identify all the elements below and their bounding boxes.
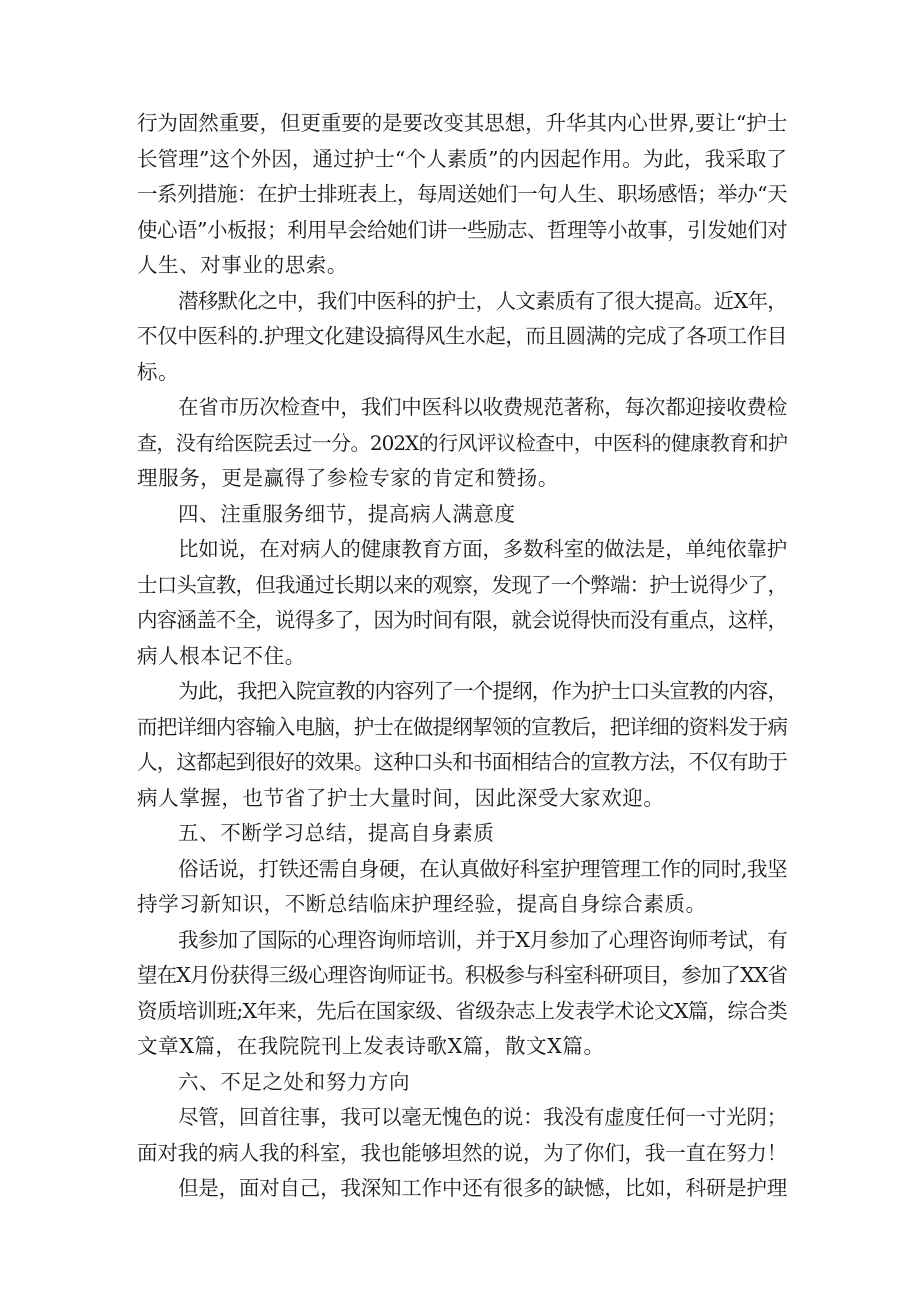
text-line: 面对我的病人我的科室，我也能够坦然的说，为了你们，我一直在努力！	[137, 1140, 787, 1165]
text-line: 而把详细内容输入电脑，护士在做提纲挈领的宣教后，把详细的资料发于病	[137, 714, 787, 739]
text-line: 文章X篇，在我院院刊上发表诗歌X篇，散文X篇。	[137, 1034, 605, 1058]
text-line: 不仅中医科的.护理文化建设搞得风生水起，而且圆满的完成了各项工作目	[137, 324, 787, 348]
text-line: 持学习新知识，不断总结临床护理经验，提高自身综合素质。	[137, 892, 707, 916]
text-line: 使心语”小板报；利用早会给她们讲一些励志、哲理等小故事，引发她们对	[137, 217, 787, 242]
text-line: 行为固然重要，但更重要的是要改变其思想，升华其内心世界,要让“护士	[137, 111, 787, 135]
text-line: 我参加了国际的心理咨询师培训，并于X月参加了心理咨询师考试，有	[178, 927, 787, 952]
text-line: 资质培训班;X年来，先后在国家级、省级杂志上发表学术论文X篇，综合类	[137, 998, 787, 1023]
text-line: 理服务，更是赢得了参检专家的肯定和赞扬。	[137, 466, 559, 490]
text-line: 望在X月份获得三级心理咨询师证书。积极参与科室科研项目，参加了XX省	[137, 963, 787, 987]
text-line: 六、不足之处和努力方向	[178, 1069, 411, 1094]
text-line: 人生、对事业的思索。	[137, 253, 348, 277]
document-page	[137, 106, 787, 1207]
text-line: 人，这都起到很好的效果。这种口头和书面相结合的宣教方法，不仅有助于	[137, 750, 787, 774]
text-line: 四、注重服务细节，提高病人满意度	[178, 501, 516, 526]
text-line: 一系列措施：在护士排班表上，每周送她们一句人生、职场感悟；举办“天	[137, 182, 787, 206]
text-line: 标。	[137, 359, 180, 384]
text-line: 在省市历次检查中，我们中医科以收费规范著称，每次都迎接收费检	[178, 395, 787, 419]
text-line: 病人根本记不住。	[137, 643, 306, 668]
text-line: 内容涵盖不全，说得多了，因为时间有限，就会说得快而没有重点，这样，	[137, 608, 787, 632]
text-line: 为此，我把入院宣教的内容列了一个提纲，作为护士口头宣教的内容，	[178, 679, 787, 703]
text-line: 五、不断学习总结，提高自身素质	[178, 821, 495, 845]
text-line: 潜移默化之中，我们中医科的护士，人文素质有了很大提高。近X年，	[178, 288, 787, 313]
text-line: 查，没有给医院丢过一分。202X的行风评议检查中，中医科的健康教育和护	[137, 430, 787, 455]
text-line: 比如说，在对病人的健康教育方面，多数科室的做法是，单纯依靠护	[178, 537, 787, 561]
text-line: 尽管，回首往事，我可以毫无愧色的说：我没有虚度任何一寸光阴；	[178, 1105, 787, 1129]
text-line: 士口头宣教，但我通过长期以来的观察，发现了一个弊端：护士说得少了，	[137, 572, 787, 597]
text-line: 但是，面对自己，我深知工作中还有很多的缺憾，比如，科研是护理	[178, 1176, 787, 1200]
text-line: 长管理”这个外因，通过护士“个人素质”的内因起作用。为此，我采取了	[137, 146, 787, 171]
text-line: 病人掌握，也节省了护士大量时间，因此深受大家欢迎。	[137, 785, 665, 810]
text-line: 俗话说，打铁还需自身硬，在认真做好科室护理管理工作的同时,我坚	[178, 856, 787, 881]
